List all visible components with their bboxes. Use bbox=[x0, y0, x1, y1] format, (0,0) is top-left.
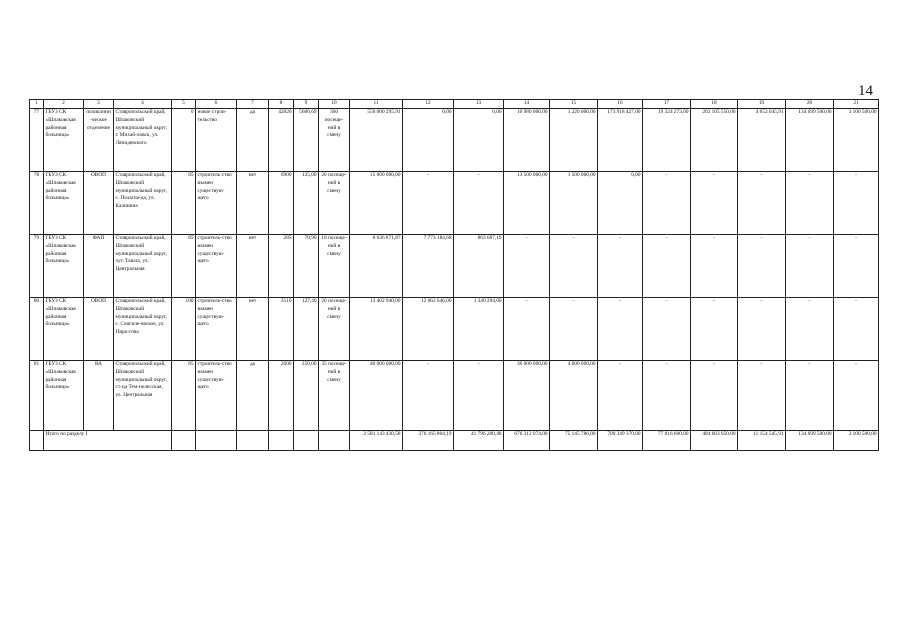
column-header: 4 bbox=[114, 100, 172, 109]
total-empty-cell bbox=[30, 430, 44, 450]
page-number: 14 bbox=[858, 83, 873, 99]
table-cell: да bbox=[237, 360, 269, 430]
total-row bbox=[30, 430, 879, 450]
table-cell: 15 000 000,00 bbox=[350, 171, 403, 234]
total-empty-cell bbox=[196, 430, 237, 450]
table-cell: 81 bbox=[30, 360, 44, 430]
column-header: 6 bbox=[196, 100, 237, 109]
table-cell: 0,00 bbox=[454, 108, 504, 171]
table-cell: да bbox=[237, 108, 269, 171]
total-value: 700 349 370,00 bbox=[598, 430, 643, 450]
column-header: 16 bbox=[598, 100, 643, 109]
table-cell: Ставропольский край, Шпаковский муниципальный округ, г. Михай-ловск, ул. Ляпидевского bbox=[114, 108, 172, 171]
table-cell: ФАП bbox=[84, 234, 114, 297]
column-header: 7 bbox=[237, 100, 269, 109]
table-cell: - bbox=[403, 171, 454, 234]
column-header: 11 bbox=[350, 100, 403, 109]
table-cell: Ставропольский край, Шпаковский муниципальный округ, с. Пелагиа-да, ул. Калинина bbox=[114, 171, 172, 234]
table-cell: 134 699 500,00 bbox=[786, 108, 834, 171]
total-value: 2 581 143 430,58 bbox=[350, 430, 403, 450]
total-value: 3 100 500,00 bbox=[834, 430, 879, 450]
total-value: 41 796 200,48 bbox=[454, 430, 504, 450]
table-cell: 6900 bbox=[269, 171, 294, 234]
table-cell: 19 324 273,00 bbox=[643, 108, 691, 171]
table-cell: новое строи-тельство bbox=[196, 108, 237, 171]
header-row bbox=[30, 100, 879, 109]
column-header: 14 bbox=[504, 100, 550, 109]
table-cell: нет bbox=[237, 171, 269, 234]
table-cell: ГБУЗ СК «Шпаковская районная больница» bbox=[44, 297, 84, 360]
table-cell: 0,00 bbox=[598, 171, 643, 234]
table-cell: строитель-ство взамен существую-щего bbox=[196, 360, 237, 430]
table-row bbox=[30, 360, 879, 430]
table-cell: - bbox=[834, 297, 879, 360]
table-cell: ГБУЗ СК «Шпаковская районная больница» bbox=[44, 234, 84, 297]
column-header: 10 bbox=[319, 100, 350, 109]
table-row bbox=[30, 297, 879, 360]
table-cell: 13 402 940,00 bbox=[350, 297, 403, 360]
column-header: 12 bbox=[403, 100, 454, 109]
table-cell: строитель-ство взамен существую-щего bbox=[196, 234, 237, 297]
column-header: 17 bbox=[643, 100, 691, 109]
table-cell: 20 посеще-ний в смену bbox=[319, 171, 350, 234]
table-cell: - bbox=[691, 234, 738, 297]
table-cell: - bbox=[504, 297, 550, 360]
table-cell: 77 bbox=[30, 108, 44, 171]
table-cell: 70,90 bbox=[294, 234, 319, 297]
table-cell: - bbox=[834, 171, 879, 234]
table-cell: 10 980 000,00 bbox=[504, 108, 550, 171]
column-header: 20 bbox=[786, 100, 834, 109]
table-cell: - bbox=[598, 297, 643, 360]
table-cell: 125,00 bbox=[294, 171, 319, 234]
table-cell: 78 bbox=[30, 171, 44, 234]
table-cell: 863 687,19 bbox=[454, 234, 504, 297]
table-cell: 10 посеще-ний в смену bbox=[319, 234, 350, 297]
table-cell: 40 000 000,00 bbox=[350, 360, 403, 430]
table-cell: 127,40 bbox=[294, 297, 319, 360]
table-cell: - bbox=[643, 360, 691, 430]
table-cell: 3510 bbox=[269, 297, 294, 360]
table-cell: 85 bbox=[172, 171, 196, 234]
column-header: 9 bbox=[294, 100, 319, 109]
table-cell: 202 105 550,00 bbox=[691, 108, 738, 171]
table-cell: 13 500 000,00 bbox=[504, 171, 550, 234]
data-table bbox=[29, 99, 879, 451]
table-cell: строитель-ство взамен существую-щего bbox=[196, 297, 237, 360]
table-cell: 0,00 bbox=[403, 108, 454, 171]
table-cell: - bbox=[598, 234, 643, 297]
table-cell: 80 bbox=[30, 297, 44, 360]
table-cell: - bbox=[834, 360, 879, 430]
table-cell: - bbox=[738, 360, 786, 430]
table-cell: ГБУЗ СК «Шпаковская районная больница» bbox=[44, 108, 84, 171]
table-cell: 4 652 045,91 bbox=[738, 108, 786, 171]
table-cell: - bbox=[550, 234, 598, 297]
total-label: Итого по разделу I bbox=[44, 430, 172, 450]
column-header: 15 bbox=[550, 100, 598, 109]
total-value: 75 145 786,00 bbox=[550, 430, 598, 450]
table-cell: - bbox=[598, 360, 643, 430]
column-header: 3 bbox=[84, 100, 114, 109]
table-cell: 0 bbox=[172, 108, 196, 171]
table-cell: 85 bbox=[172, 360, 196, 430]
table-cell: поликлини-ческое отделение bbox=[84, 108, 114, 171]
total-empty-cell bbox=[294, 430, 319, 450]
table-cell: 20 посеще-ний в смену bbox=[319, 297, 350, 360]
table-cell: - bbox=[454, 360, 504, 430]
total-value: 376 165 804,19 bbox=[403, 430, 454, 450]
table-cell: 300 посеще-ний в смену bbox=[319, 108, 350, 171]
total-empty-cell bbox=[172, 430, 196, 450]
table-cell: ГБУЗ СК «Шпаковская районная больница» bbox=[44, 171, 84, 234]
table-cell: 550 000 295,91 bbox=[350, 108, 403, 171]
total-value: 484 603 050,00 bbox=[691, 430, 738, 450]
table-cell: - bbox=[786, 360, 834, 430]
table-cell: 35 посеще-ний в смену bbox=[319, 360, 350, 430]
column-header: 1 bbox=[30, 100, 44, 109]
column-header: 13 bbox=[454, 100, 504, 109]
table-cell: ГБУЗ СК «Шпаковская районная больница» bbox=[44, 360, 84, 430]
column-header: 21 bbox=[834, 100, 879, 109]
table-cell: - bbox=[786, 171, 834, 234]
table-cell: ВА bbox=[84, 360, 114, 430]
total-value: 77 816 600,00 bbox=[643, 430, 691, 450]
table-cell: ОВОП bbox=[84, 171, 114, 234]
table-cell: нет bbox=[237, 297, 269, 360]
table-cell: - bbox=[738, 234, 786, 297]
table-cell: 12 062 646,00 bbox=[403, 297, 454, 360]
total-value: 676 312 074,00 bbox=[504, 430, 550, 450]
table-cell: ОВОП bbox=[84, 297, 114, 360]
column-header: 5 bbox=[172, 100, 196, 109]
table-cell: 36 000 000,00 bbox=[504, 360, 550, 430]
table-cell: - bbox=[504, 234, 550, 297]
table-cell: - bbox=[738, 297, 786, 360]
table-cell: - bbox=[834, 234, 879, 297]
table-cell: Ставропольский край, Шпаковский муниципальный округ, ст-ца Тем-нолесская, ул. Центральная bbox=[114, 360, 172, 430]
column-header: 19 bbox=[738, 100, 786, 109]
table-cell: 85 bbox=[172, 234, 196, 297]
table-cell: нет bbox=[237, 234, 269, 297]
table-row bbox=[30, 108, 879, 171]
table-cell: 285 bbox=[269, 234, 294, 297]
table-cell: - bbox=[643, 234, 691, 297]
table-cell: - bbox=[550, 297, 598, 360]
total-empty-cell bbox=[269, 430, 294, 450]
total-value: 134 699 500,00 bbox=[786, 430, 834, 450]
table-cell: - bbox=[691, 171, 738, 234]
total-empty-cell bbox=[237, 430, 269, 450]
table-cell: - bbox=[786, 234, 834, 297]
table-cell: 79 bbox=[30, 234, 44, 297]
table-cell: 1 220 000,00 bbox=[550, 108, 598, 171]
table-cell: - bbox=[643, 171, 691, 234]
table-cell: - bbox=[786, 297, 834, 360]
table-cell: 5606,69 bbox=[294, 108, 319, 171]
table-cell: 2600 bbox=[269, 360, 294, 430]
table-cell: 1 500 000,00 bbox=[550, 171, 598, 234]
table-cell: строитель-ство взамен существую-щего bbox=[196, 171, 237, 234]
table-cell: - bbox=[454, 171, 504, 234]
table-cell: Ставропольский край, Шпаковский муниципальный округ, хут. Ташла, ул. Центральная bbox=[114, 234, 172, 297]
table-row bbox=[30, 171, 879, 234]
table-cell: Ставропольский край, Шпаковский муниципальный округ, с. Сенгиле-евское, ул. Пиро-гова bbox=[114, 297, 172, 360]
table-cell: 8 636 871,87 bbox=[350, 234, 403, 297]
column-header: 18 bbox=[691, 100, 738, 109]
table-cell: - bbox=[691, 360, 738, 430]
column-header: 8 bbox=[269, 100, 294, 109]
table-cell: 173 918 427,00 bbox=[598, 108, 643, 171]
column-header: 2 bbox=[44, 100, 84, 109]
table-cell: - bbox=[738, 171, 786, 234]
table-cell: 42826 bbox=[269, 108, 294, 171]
table-cell: - bbox=[403, 360, 454, 430]
table-cell: 4 000 000,00 bbox=[550, 360, 598, 430]
table-cell: 3 100 500,00 bbox=[834, 108, 879, 171]
table-cell: 250,00 bbox=[294, 360, 319, 430]
total-value: 11 154 545,91 bbox=[738, 430, 786, 450]
table-cell: 1 340 294,00 bbox=[454, 297, 504, 360]
table-cell: - bbox=[691, 297, 738, 360]
table-cell: 100 bbox=[172, 297, 196, 360]
table-row bbox=[30, 234, 879, 297]
total-empty-cell bbox=[319, 430, 350, 450]
table-cell: - bbox=[643, 297, 691, 360]
table-cell: 7 773 184,68 bbox=[403, 234, 454, 297]
